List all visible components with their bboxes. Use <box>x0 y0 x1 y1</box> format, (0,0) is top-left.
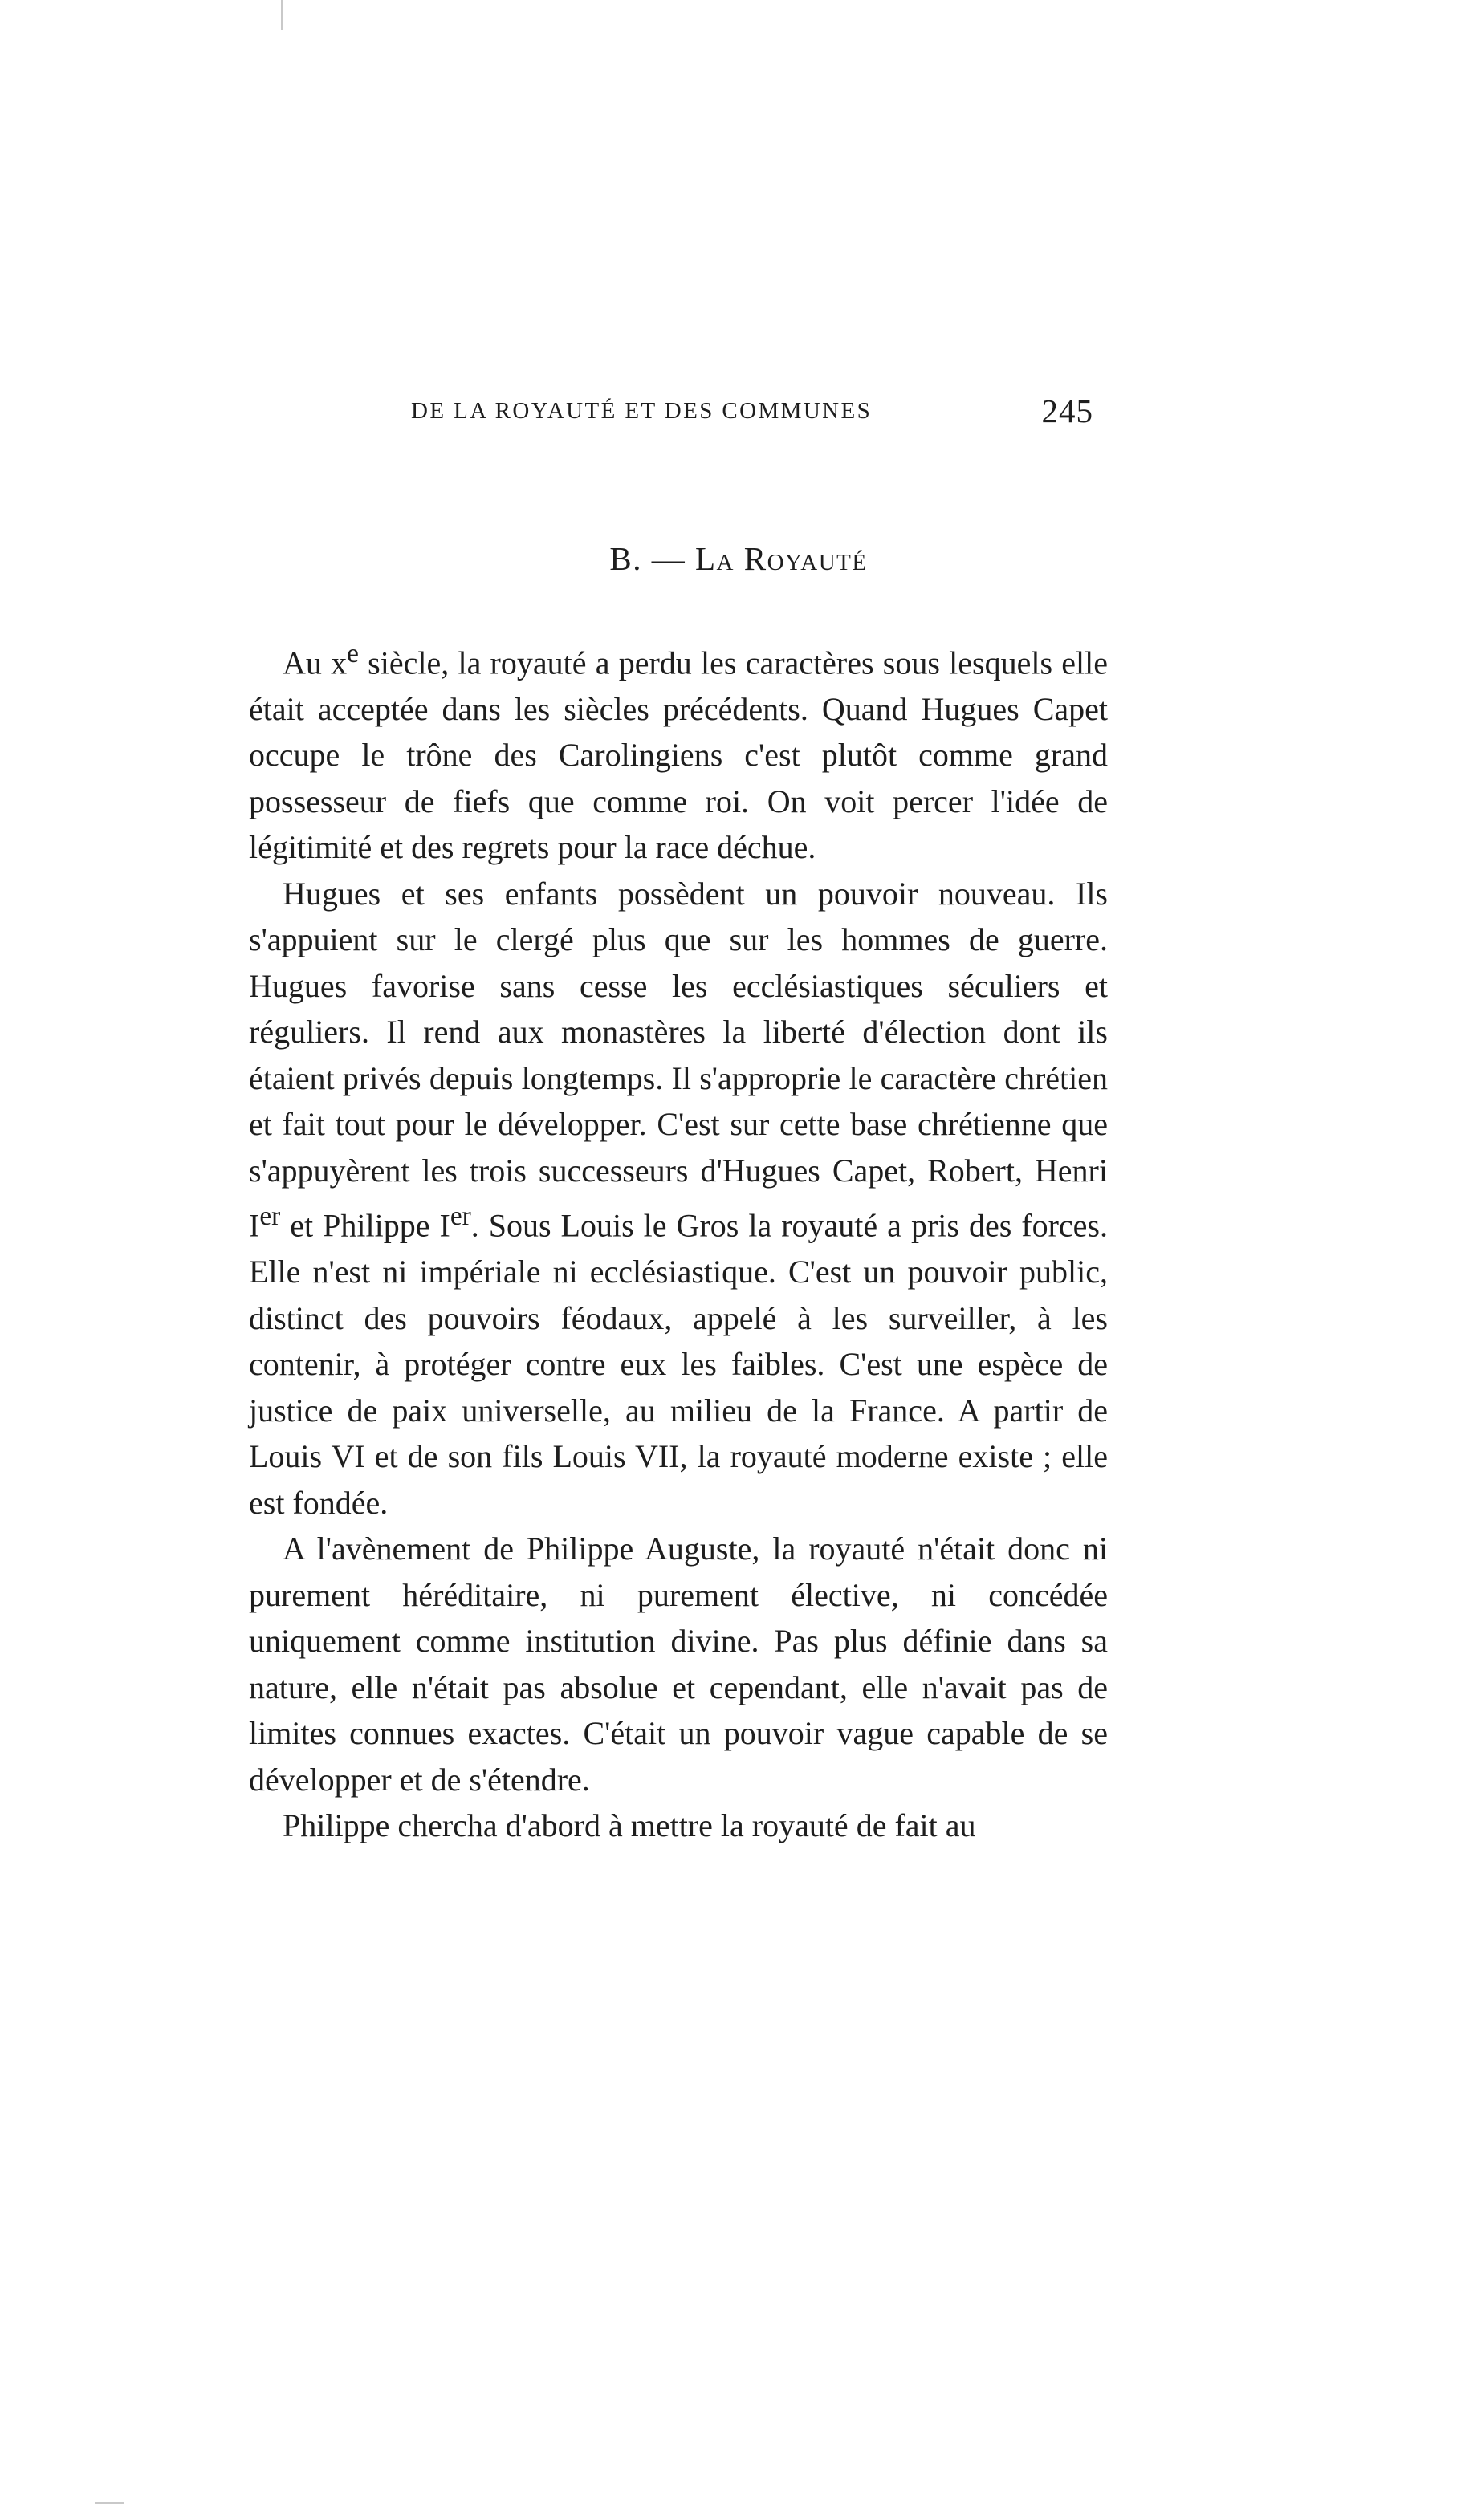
scan-mark-top <box>281 0 283 30</box>
paragraph-1: Au $x^e$ siècle, la royauté a perdu les caractères sous lesquels elle était acceptée dans les siècles précédents. Quand Hugues Capet occupe le trône des Carolingiens c'est plutôt comme grand possesseur de fiefs que comme roi. On voit percer l'idée de légitimité et des regrets pour la race déchue. <box>249 639 1108 866</box>
page-number: 245 <box>1041 392 1093 429</box>
running-head <box>411 392 1093 440</box>
running-title: DE LA ROYAUTÉ ET DES COMMUNES <box>411 398 873 424</box>
paragraph-4: Philippe chercha d'abord à mettre la royauté de fait au <box>283 1807 976 1844</box>
scan-mark-bottom <box>95 2502 124 2504</box>
paragraph-3: A l'avènement de Philippe Auguste, la royauté n'était donc ni purement héréditaire, ni purement élective, ni concédée uniquement comme institution divine. Pas plus définie dans sa nature, elle n'était pas absolue et cependant, elle n'avait pas de limites connues exactes. C'était un pouvoir vague capable de se développer et de s'étendre. <box>249 1530 1108 1798</box>
paragraph-2: Hugues et ses enfants possèdent un pouvoir nouveau. Ils s'appuient sur le clergé plus que sur les hommes de guerre. Hugues favorise sans cesse les ecclésiastiques séculiers et réguliers. Il rend aux monastères la liberté d'élection dont ils étaient privés depuis longtemps. Il s'approprie le caractère chrétien et fait tout pour le développer. C'est sur cette base chrétienne que s'appuyèrent les trois successeurs d'Hugues Capet, Robert, Henri Ier et Philippe Ier. Sous Louis le Gros la royauté a pris des forces. Elle n'est ni impériale ni ecclésiastique. C'est un pouvoir public, distinct des pouvoirs féodaux, appelé à les surveiller, à les contenir, à protéger contre eux les faibles. C'est une espèce de justice de paix universelle, au milieu de la France. A partir de Louis VI et de son fils Louis VII, la royauté moderne existe ; elle est fondée. <box>249 875 1109 1521</box>
section-heading: B. — La Royauté <box>609 540 868 577</box>
body-text <box>249 631 1108 1849</box>
